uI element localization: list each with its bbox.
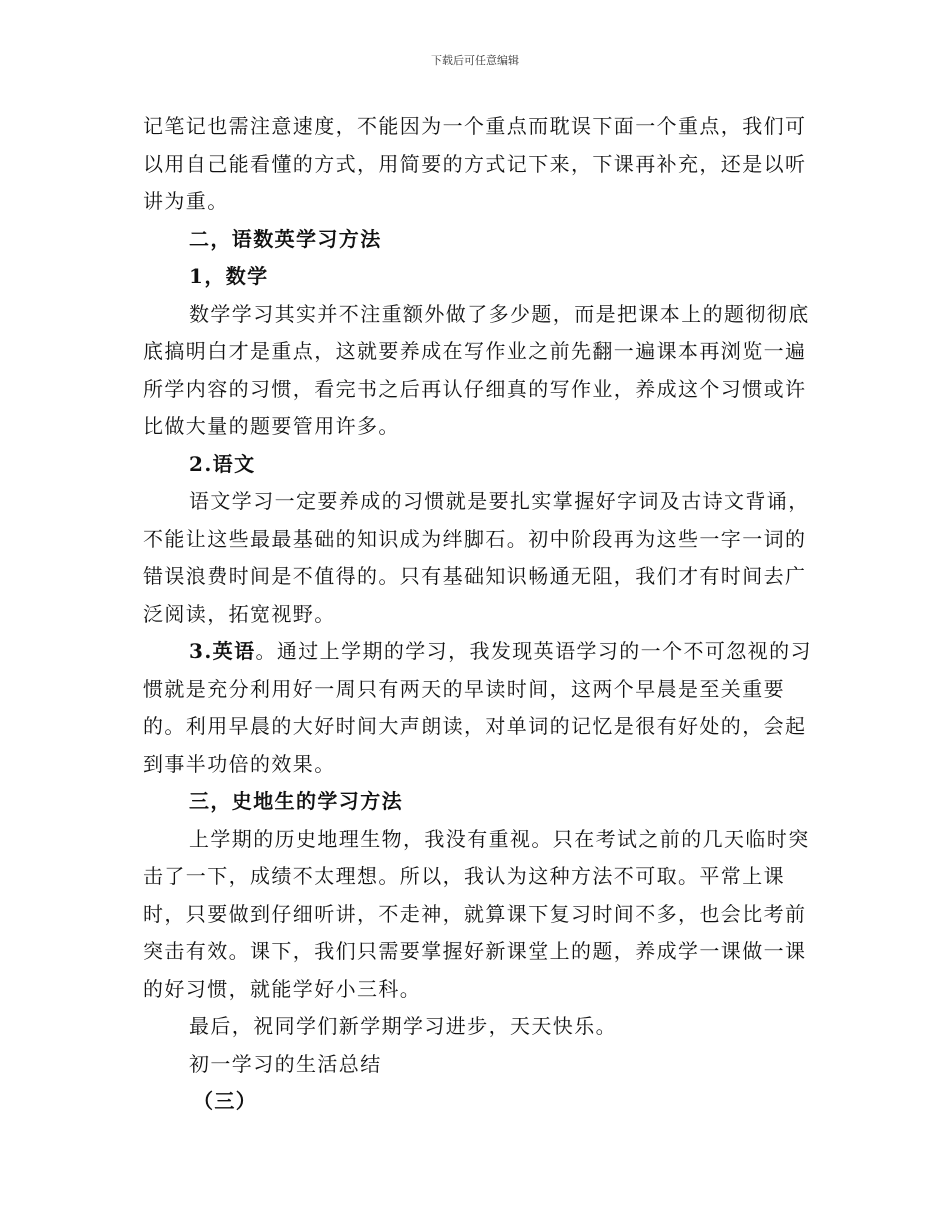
paragraph-final: 最后，祝同学们新学期学习进步，天天快乐。 [189,1014,617,1038]
section-heading-two: 二，语数英学习方法 [189,226,382,251]
paragraph-title: 初一学习的生活总结 [189,1051,382,1076]
paragraph-english-text: 。通过上学期的学习，我发现英语学习的一个不可忽视的习惯就是充分利用好一周只有两天的早读时间，这两个早晨是至关重要的。利用早晨的大好时间大声朗读，对单词的记忆是很有好处的，会起到事半功倍的效果。 [143,639,812,776]
page-header: 下载后可任意编辑 [431,54,519,67]
subheading-chinese: 2.语文 [189,451,256,476]
part-label: （三） [193,1089,258,1113]
section-heading-three: 三，史地生的学习方法 [189,789,403,813]
paragraph-note-taking: 记笔记也需注意速度，不能因为一个重点而耽误下面一个重点，我们可以用自己能看懂的方式，用简要的方式记下来，下课再补充，还是以听讲为重。 [143,114,807,213]
paragraph-english [143,633,815,783]
subheading-english: 3.英语 [189,639,256,663]
document-body [143,108,815,1121]
paragraph-chinese: 语文学习一定要养成的习惯就是要扎实掌握好字词及古诗文背诵，不能让这些最最基础的知识成为绊脚石。初中阶段再为这些一字一词的错误浪费时间是不值得的。只有基础知识畅通无阻，我们才有时间去广泛阅读，拓宽视野。 [143,489,810,626]
paragraph-history: 上学期的历史地理生物，我没有重视。只在考试之前的几天临时突击了一下，成绩不太理想。所以，我认为这种方法不可取。平常上课时，只要做到仔细听讲，不走神，就算课下复习时间不多，也会比考前突击有效。课下，我们只需要掌握好新课堂上的题，养成学一课做一课的好习惯，就能学好小三科。 [143,826,810,1001]
subheading-math: 1，数学 [189,264,269,288]
paragraph-math: 数学学习其实并不注重额外做了多少题，而是把课本上的题彻彻底底搞明白才是重点，这就要养成在写作业之前先翻一遍课本再浏览一遍所学内容的习惯，看完书之后再认仔细真的写作业，养成这个习惯或许比做大量的题要管用许多。 [143,301,810,438]
